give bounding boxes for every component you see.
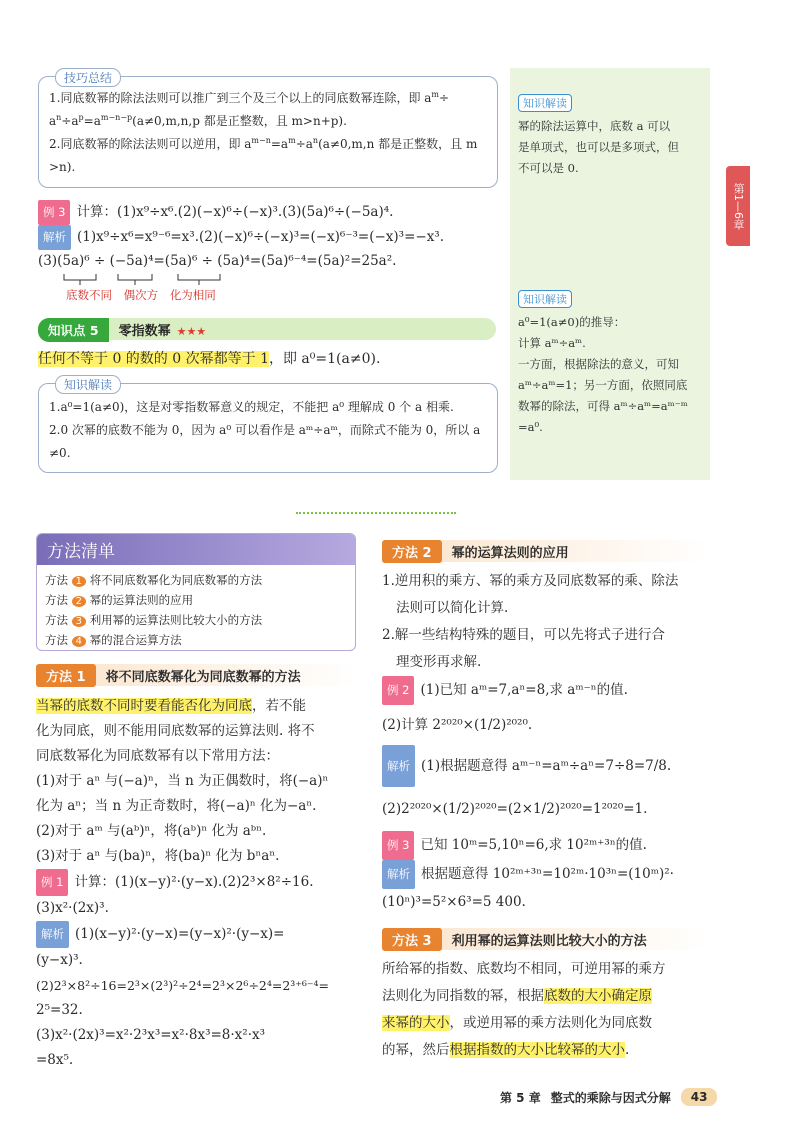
knowledge5-header xyxy=(38,318,496,340)
knowledge5-box-title: 知识解读 xyxy=(55,375,121,394)
methods-item-text: 幂的混合运算方法 xyxy=(89,633,182,647)
method2-analysis3: 根据题意得 10²ᵐ⁺³ⁿ=10²ᵐ·10³ⁿ=(10ᵐ)²· xyxy=(421,866,674,882)
tips-line2: a xyxy=(49,114,57,128)
page-number: 43 xyxy=(681,1088,718,1106)
methods-list-box xyxy=(36,533,356,651)
example3-note-base: 底数不同 xyxy=(66,288,112,302)
methods-item-text: 幂的运算法则的应用 xyxy=(89,593,194,607)
tips-line1b: ÷ xyxy=(439,91,450,105)
method1-case1: (1)对于 aⁿ 与(−a)ⁿ，当 n 为正偶数时，将(−a)ⁿ xyxy=(36,773,329,789)
tips-box-title: 技巧总结 xyxy=(55,68,121,87)
method1-analysis: (2)2³×8²÷16=2³×(2³)²÷2⁴=2³×2⁶÷2⁴=2³⁺⁶⁻⁴= xyxy=(36,978,330,993)
method2-analysis: (2)2²⁰²⁰×(1/2)²⁰²⁰=(2×1/2)²⁰²⁰=1²⁰²⁰=1. xyxy=(382,801,648,817)
method1-analysis: (1)(x−y)²·(y−x)=(y−x)²·(y−x)= xyxy=(75,926,285,942)
method2-example3-q: 已知 10ᵐ=5,10ⁿ=6,求 10²ᵐ⁺³ⁿ的值. xyxy=(420,837,647,853)
knowledge5-stars: ★★★ xyxy=(176,325,207,338)
method1-intro: 化为同底，则不能用同底数幂的运算法则. 将不 xyxy=(36,723,315,739)
methods-list-item[interactable] xyxy=(45,591,347,611)
method3-tag: 方法 3 xyxy=(382,928,442,951)
method1-analysis-tag: 解析 xyxy=(36,921,69,948)
knowledge5-item2b: ≠0. xyxy=(49,446,71,460)
method1-case1: 化为 aⁿ；当 n 为正奇数时，将(−a)ⁿ 化为−aⁿ. xyxy=(36,798,317,814)
side2-tag: 知识解读 xyxy=(518,290,572,308)
method3-highlight: 来幂的大小 xyxy=(382,1015,450,1031)
methods-item-prefix: 方法 xyxy=(45,633,68,647)
side2-line: 一方面，根据除法的意义，可知 xyxy=(518,357,679,371)
tips-line3: 2.同底数幂的除法法则可以逆用，即 a xyxy=(49,137,252,151)
knowledge5-item1: 1.a⁰=1(a≠0)，这是对零指数幂意义的规定，不能把 a⁰ 理解成 0 个 a 相乘. xyxy=(49,400,454,414)
method3-line: ，或逆用幂的乘方法则化为同底数 xyxy=(449,1015,652,1031)
method1-example-q: (3)x²·(2x)³. xyxy=(36,900,109,916)
method1-example-q: 计算：(1)(x−y)²·(y−x).(2)2³×8²÷16. xyxy=(74,874,314,890)
method2-example2-tag: 例 2 xyxy=(382,676,414,705)
methods-item-prefix: 方法 xyxy=(45,613,68,627)
methods-list-item[interactable] xyxy=(45,611,347,631)
method3-highlight: 底数的大小确定原 xyxy=(544,988,652,1004)
method2-point1: 1.逆用积的乘方、幂的乘方及同底数幂的乘、除法 xyxy=(382,573,679,589)
knowledge5-statement: 任何不等于 0 的数的 0 次幂都等于 1 xyxy=(38,351,269,367)
page-footer xyxy=(500,1088,717,1106)
method1-intro: 同底数幂化为同底数幂有以下常用方法： xyxy=(36,748,279,764)
side2-line: aᵐ÷aᵐ=1；另一方面，依照同底 xyxy=(518,378,688,392)
methods-item-num: 1 xyxy=(72,576,86,587)
method3-highlight: 根据指数的大小比较幂的大小 xyxy=(449,1042,625,1058)
method1-header xyxy=(36,664,358,686)
methods-item-num: 2 xyxy=(72,596,86,607)
side2-line: =a⁰. xyxy=(518,420,543,434)
methods-item-num: 4 xyxy=(72,636,86,647)
method1-analysis: =8x⁵. xyxy=(36,1052,74,1068)
method2-header xyxy=(382,540,708,562)
method2-analysis3: (10ⁿ)³=5²×6³=5 400. xyxy=(382,894,526,910)
side2-line: a⁰=1(a≠0)的推导： xyxy=(518,315,626,329)
method1-analysis: (y−x)³. xyxy=(36,952,83,968)
footer-title: 整式的乘除与因式分解 xyxy=(550,1090,671,1105)
example3-note-even: 偶次方 xyxy=(123,288,159,302)
method1-intro: ，若不能 xyxy=(252,698,306,714)
tips-line3-tail: (a≠0,m,n 都是正整数，且 m xyxy=(318,137,478,151)
chapter-tab[interactable]: 第1—6章 xyxy=(726,166,750,246)
example3-answer1: (1)x⁹÷x⁶=x⁹⁻⁶=x³.(2)(−x)⁶÷(−x)³=(−x)⁶⁻³=(−x)³=−x³. xyxy=(77,229,445,245)
methods-item-num: 3 xyxy=(72,616,86,627)
methods-list-title: 方法清单 xyxy=(37,534,355,565)
tips-line4: >n). xyxy=(49,160,76,174)
method1-analysis: (3)x²·(2x)³=x²·2³x³=x²·8x³=8·x²·x³ xyxy=(36,1027,266,1043)
method3-line: . xyxy=(625,1042,630,1058)
method2-example2-q: (2)计算 2²⁰²⁰×(1/2)²⁰²⁰. xyxy=(382,717,533,733)
knowledge5-title: 零指数幂 xyxy=(118,324,171,339)
methods-item-prefix: 方法 xyxy=(45,593,68,607)
method3-title: 利用幂的运算法则比较大小的方法 xyxy=(451,934,647,949)
method2-title: 幂的运算法则的应用 xyxy=(451,546,569,561)
section-divider xyxy=(296,512,456,514)
example3-analysis-tag: 解析 xyxy=(38,225,71,250)
method2-point1: 法则可以简化计算. xyxy=(396,600,509,616)
tips-line2-tail: (a≠0,m,n,p 都是正整数，且 m>n+p). xyxy=(132,114,347,128)
method2-point2: 理变形再求解. xyxy=(396,654,482,670)
example3-brackets xyxy=(60,272,230,286)
method1-case3: (3)对于 aⁿ 与(ba)ⁿ，将(ba)ⁿ 化为 bⁿaⁿ. xyxy=(36,848,280,864)
side-panel xyxy=(510,68,710,480)
example3-question: 计算：(1)x⁹÷x⁶.(2)(−x)⁶÷(−x)³.(3)(5a)⁶÷(−5a)⁴. xyxy=(76,204,394,220)
method1-title: 将不同底数幂化为同底数幂的方法 xyxy=(105,670,301,685)
method3-line: 的幂，然后 xyxy=(382,1042,450,1058)
side1-line: 是单项式，也可以是多项式，但 xyxy=(518,140,679,154)
methods-list-item[interactable] xyxy=(45,631,347,651)
side2-line: 计算 aᵐ÷aᵐ. xyxy=(518,336,586,350)
method1-tag: 方法 1 xyxy=(36,664,96,687)
method1-intro-hl: 当幂的底数不同时要看能否化为同底 xyxy=(36,698,252,714)
method2-tag: 方法 2 xyxy=(382,540,442,563)
method2-analysis3-tag: 解析 xyxy=(382,860,415,889)
knowledge5-item2: 2.0 次幂的底数不能为 0，因为 a⁰ 可以看作是 aᵐ÷aᵐ，而除式不能为 0，所以 a xyxy=(49,423,481,437)
methods-list-item[interactable] xyxy=(45,571,347,591)
methods-item-text: 将不同底数幂化为同底数幂的方法 xyxy=(89,573,263,587)
method1-case2: (2)对于 aᵐ 与(aᵇ)ⁿ，将(aᵇ)ⁿ 化为 aᵇⁿ. xyxy=(36,823,267,839)
tips-line1: 1.同底数幂的除法法则可以推广到三个及三个以上的同底数幂连除，即 a xyxy=(49,91,432,105)
tips-box: 技巧总结 1.同底数幂的除法法则可以推广到三个及三个以上的同底数幂连除，即 $a^m\div$ $a^n\div a^p=a^{m-n-p}(a\ne 0,m,n,p$ 都是正整数，且 m>n+p). 2.同底数幂的除法法则可以逆用，即 $a^{m-n}=a^m\div a^n(a\ne 0,m,n$ 都是正整数，且 m >n). xyxy=(38,76,498,188)
method1-example-tag: 例 1 xyxy=(36,869,68,896)
knowledge5-statement-tail: ，即 a⁰=1(a≠0). xyxy=(268,351,381,367)
side2-line: 数幂的除法，可得 aᵐ÷aᵐ=aᵐ⁻ᵐ xyxy=(518,399,688,413)
method3-line: 法则化为同指数的幂，根据 xyxy=(382,988,544,1004)
example3-note-same: 化为相同 xyxy=(169,288,216,302)
method2-example2-q: (1)已知 aᵐ=7,aⁿ=8,求 aᵐ⁻ⁿ的值. xyxy=(420,682,628,698)
footer-chapter: 第 5 章 xyxy=(500,1090,541,1105)
method3-line: 所给幂的指数、底数均不相同，可逆用幂的乘方 xyxy=(382,961,666,977)
side1-line: 不可以是 0. xyxy=(518,161,579,175)
method3-header xyxy=(382,928,708,950)
methods-item-text: 利用幂的运算法则比较大小的方法 xyxy=(89,613,263,627)
method2-analysis: (1)根据题意得 aᵐ⁻ⁿ=aᵐ÷aⁿ=7÷8=7/8. xyxy=(421,758,672,774)
methods-item-prefix: 方法 xyxy=(45,573,68,587)
side1-line: 幂的除法运算中，底数 a 可以 xyxy=(518,119,671,133)
method2-analysis-tag: 解析 xyxy=(382,745,415,787)
method2-example3-tag: 例 3 xyxy=(382,831,414,860)
knowledge5-box xyxy=(38,378,498,473)
example3-tag: 例 3 xyxy=(38,200,70,225)
example3-answer3: (3)(5a)⁶ ÷ (−5a)⁴=(5a)⁶ ÷ (5a)⁴=(5a)⁶⁻⁴=(5a)²=25a². xyxy=(38,253,397,269)
method1-analysis: 2⁵=32. xyxy=(36,1002,83,1018)
method2-point2: 2.解一些结构特殊的题目，可以先将式子进行合 xyxy=(382,627,665,643)
knowledge5-tag: 知识点 5 xyxy=(38,318,109,342)
side1-tag: 知识解读 xyxy=(518,94,572,112)
